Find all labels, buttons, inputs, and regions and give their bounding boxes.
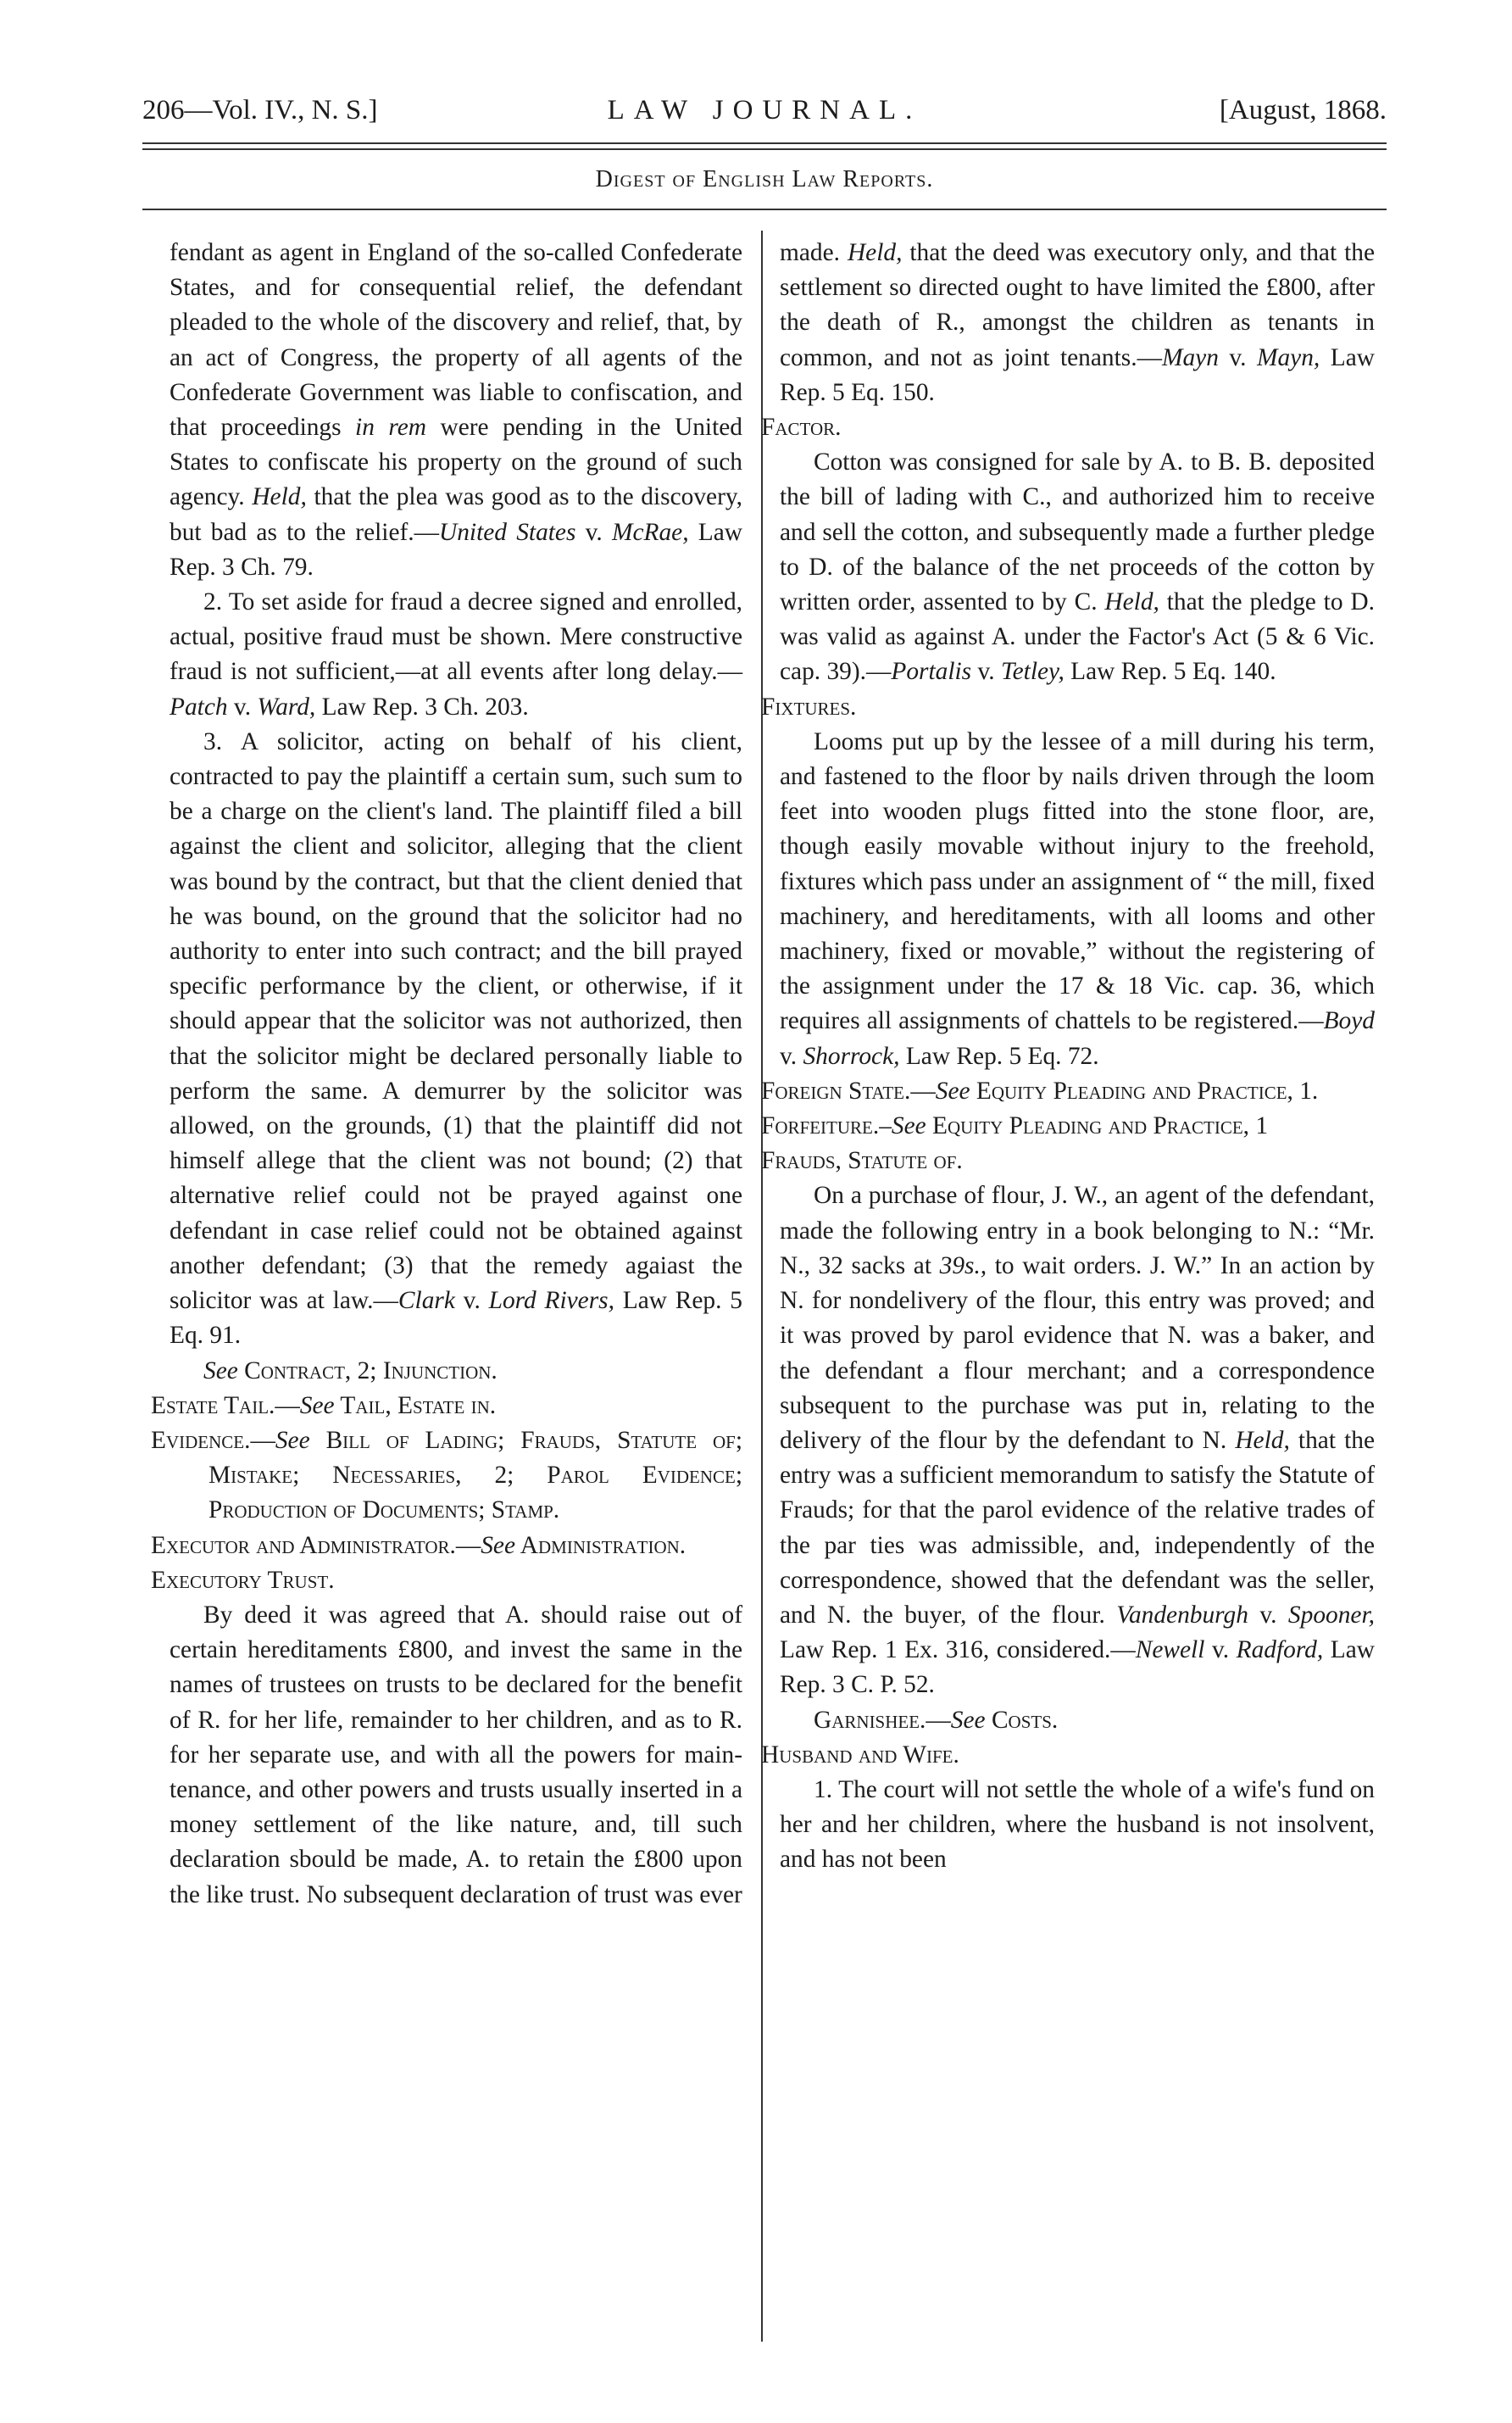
heading-husband-wife: Husband and Wife. <box>761 1741 959 1769</box>
issue-date: [August, 1868. <box>1219 95 1387 125</box>
paragraph-mayn-case: made. Held, that the deed was executory only, and that the settlement so directed ought to have limited the £800, after the death of R., amongst the children as tenants in common, and not as joint tenants.—Mayn v. Mayn, Law Rep. 5 Eq. 150. <box>780 239 1375 406</box>
entry-executor: Executor and Administrator.—See Administration. <box>151 1531 687 1559</box>
paragraph-fraud-decree: 2. To set aside for fraud a decree signed and enrolled, actual, positive fraud must be shown. Mere constructive fraud is not sufficient,—at all events after long delay.—Patch v. Ward, Law Rep. 3 Ch. 203. <box>170 588 742 721</box>
cross-reference-contract: See Contract, 2; Injunction. <box>203 1356 498 1384</box>
left-column <box>151 236 742 1913</box>
heading-fixtures: Fixtures. <box>761 693 857 721</box>
page-number-volume: 206—Vol. IV., N. S.] <box>142 95 378 125</box>
entry-garnishee: Garnishee.—See Costs. <box>814 1706 1059 1734</box>
heading-frauds-statute: Frauds, Statute of. <box>761 1147 963 1175</box>
paragraph-solicitor-case: 3. A solicitor, acting on behalf of his client, contracted to pay the plaintiff a certain sum, such sum to be a charge on the client's land. The plaintiff filed a bill against the client and solicitor, alleging that the client was bound by the contract, but that the client denied that he was bound, on the ground that the solicitor had no authority to enter into such contract; and the bill prayed specific performance by the client, or otherwise, if it should appear that the solicitor was not authorized, then that the solicitor might be declared personally liable to perform the same. A demurrer by the solicitor was allowed, on the grounds, (1) that the plaintiff did not himself allege that the client was not bound; (2) that alternative relief could not be prayed against one defendant in case relief could not be obtained against another defendant; (3) that the remedy agaiast the solicitor was at law.—Clark v. Lord Rivers, Law Rep. 5 Eq. 91. <box>170 727 742 1350</box>
heading-executory-trust: Executory Trust. <box>151 1566 335 1594</box>
header-rule-top <box>142 142 1387 144</box>
section-rule <box>142 209 1387 210</box>
paragraph-fixtures: Looms put up by the lessee of a mill during his term, and fastened to the floor by nails driven through the loom feet into wooden plugs fitted into the stone floor, are, though easily movable without injury to the freehold, fixtures which pass under an assignment of “ the mill, fixed machinery, and hereditaments, with all looms and other machinery, fixed or movable,” without the registering of the assignment under the 17 & 18 Vic. cap. 36, which requires all assignments of chattels to be registered.—Boyd v. Shorrock, Law Rep. 5 Eq. 72. <box>780 727 1375 1070</box>
running-head <box>142 95 1387 137</box>
paragraph-confederate-case: fendant as agent in England of the so-called Confederate States, and for consequential relief, the defendant pleaded to the whole of the discovery and relief, that, by an act of Congress, the property of all agents of the Confederate Government was liable to confiscation, and that proceedings in rem were pending in the United States to confiscate his property on the ground of such agency. Held, that the plea was good as to the discovery, but bad as to the relief.—United States v. McRae, Law Rep. 3 Ch. 79. <box>170 239 742 581</box>
paragraph-frauds-statute: On a purchase of flour, J. W., an agent of the defendant, made the following entry in a book belonging to N.: “Mr. N., 32 sacks at 39s., to wait orders. J. W.” In an action by N. for nondelivery of the flour, this entry was proved; and it was proved by parol evidence that N. was a baker, and the defendant a flour merchant; and a correspondence subsequent to the purchase was put in, relating to the delivery of the flour by the defendant to N. Held, that the entry was a sufficient memorandum to satisfy the Statute of Frauds; for that the parol evidence of the relative trades of the par ties was admissible, and, independently of the correspondence, showed that the defendant was the seller, and N. the buyer, of the flour. Vandenburgh v. Spooner, Law Rep. 1 Ex. 316, considered.—Newell v. Radford, Law Rep. 3 C. P. 52. <box>780 1182 1375 1699</box>
journal-title: LAW JOURNAL. <box>607 95 922 125</box>
entry-evidence: Evidence.—See Bill of Lading; Frauds, Statute of; Mistake; Necessaries, 2; Parol Evidence; Production of Documents; Stamp. <box>151 1426 742 1524</box>
header-rule-bottom <box>142 148 1387 150</box>
column-divider <box>761 231 763 2342</box>
entry-estate-tail: Estate Tail.—See Tail, Estate in. <box>151 1391 497 1419</box>
heading-factor: Factor. <box>761 414 842 442</box>
entry-forfeiture: Forfeiture.–See Equity Pleading and Practice, 1 <box>761 1112 1269 1140</box>
paragraph-executory-trust: By deed it was agreed that A. should raise out of certain hereditaments £800, and invest the same in the names of trustees on trusts to be declared for the benefit of R. for her life, remainder to her children, and as to R. for her separate use, and with all the powers for maintenance, and other powers and trusts usually inserted in a money settlement of the like nature, and, till such declaration sbould be made, A. to retain the £800 upon the like trust. No subsequent declaration of trust was ever <box>170 1601 742 1908</box>
paragraph-husband-wife: 1. The court will not settle the whole of a wife's fund on her and her children, where the husband is not insolvent, and has not been <box>780 1775 1375 1874</box>
paragraph-factor: Cotton was consigned for sale by A. to B. B. deposited the bill of lading with C., and authorized him to receive and sell the cotton, and subsequently made a further pledge to D. of the balance of the net proceeds of the cotton by written order, assented to by C. Held, that the pledge to D. was valid as against A. under the Factor's Act (5 & 6 Vic. cap. 39).—Portalis v. Tetley, Law Rep. 5 Eq. 140. <box>780 448 1375 686</box>
right-column <box>761 236 1375 1878</box>
section-heading: Digest of English Law Reports. <box>595 166 934 192</box>
entry-foreign-state: Foreign State.—See Equity Pleading and Practice, 1. <box>761 1077 1319 1105</box>
